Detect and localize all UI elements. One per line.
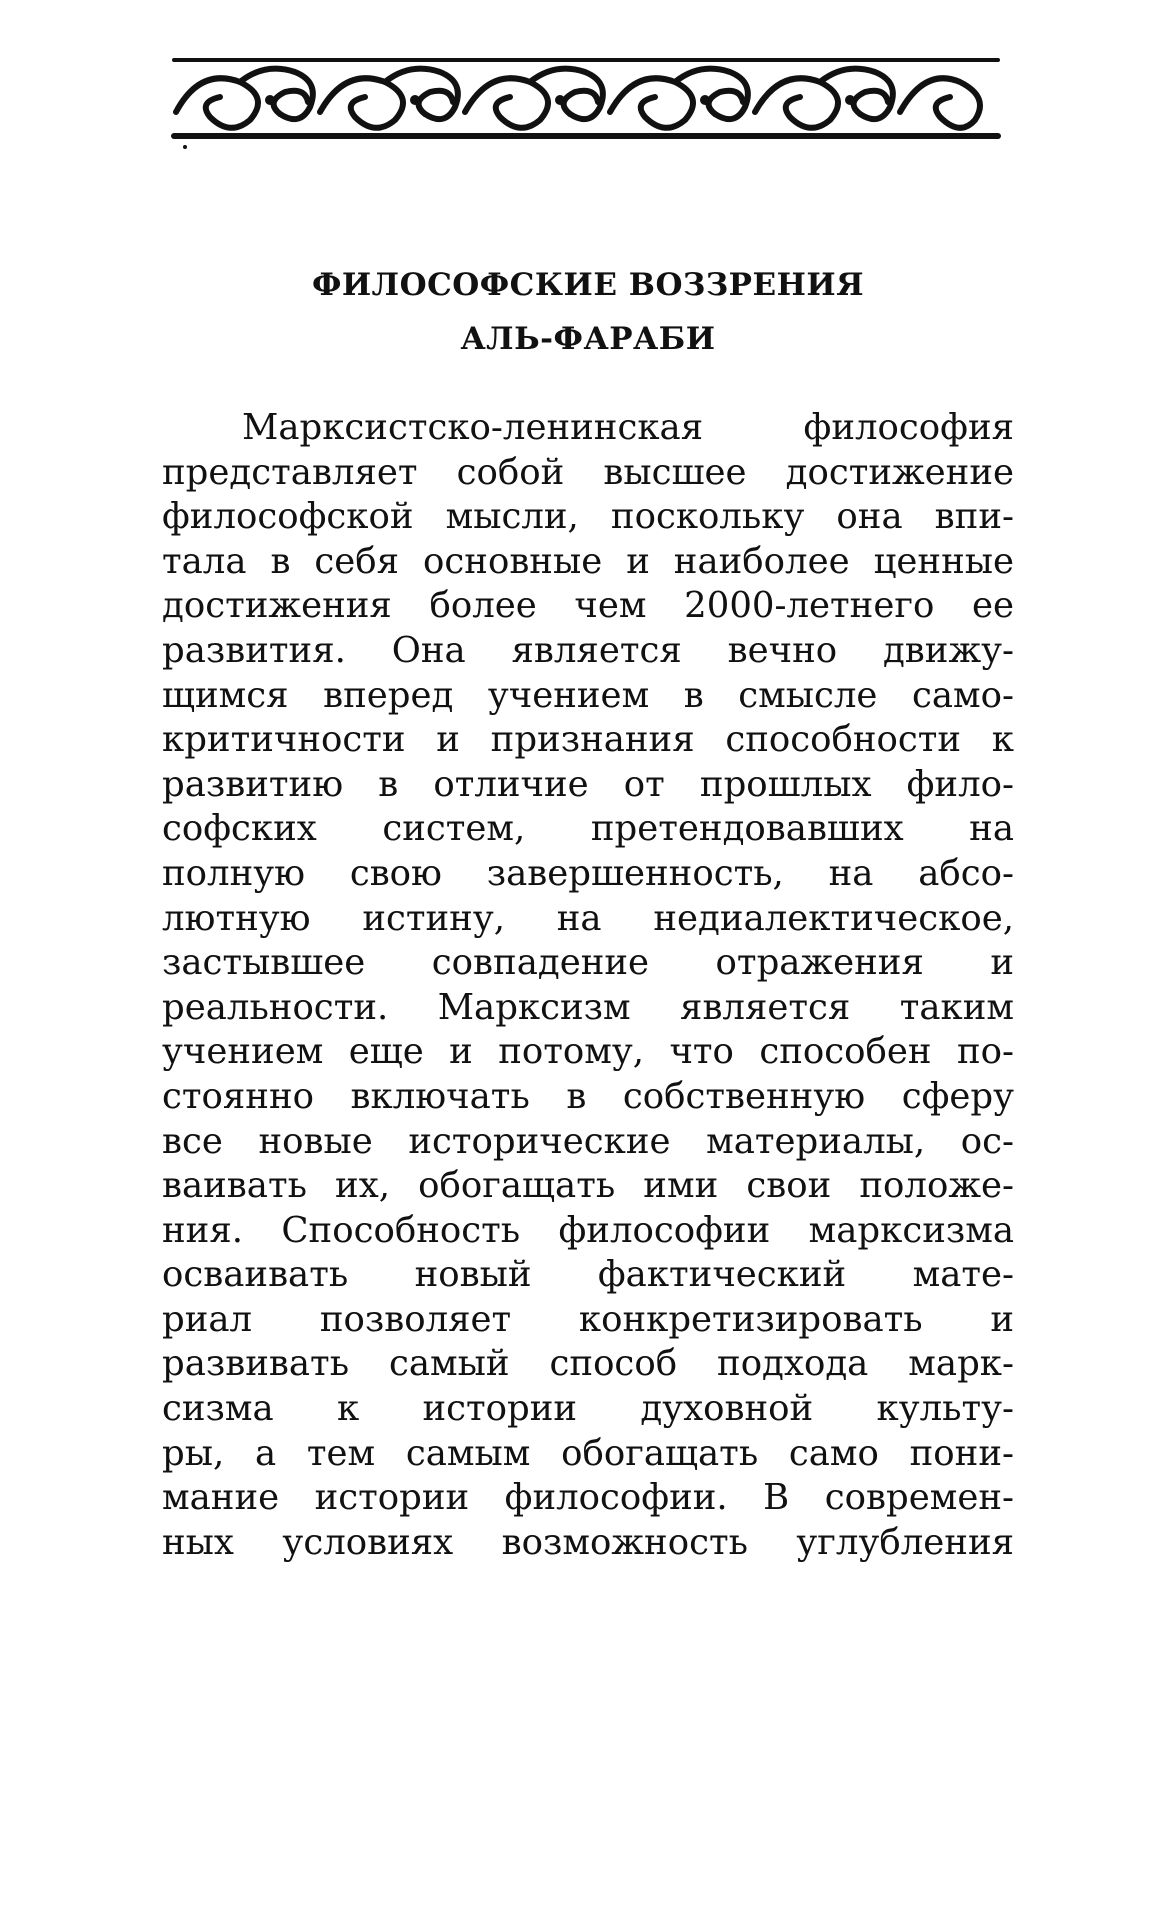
body-paragraph (162, 406, 1014, 1565)
text-line: Марксистско-ленинская философия (242, 407, 1014, 448)
text-line: критичности и признания способности к (162, 719, 1014, 761)
text-line: осваивать новый фактический мате- (162, 1254, 1014, 1296)
text-line: риал позволяет конкретизировать и (162, 1298, 1014, 1340)
floral-ornament-border-icon (170, 52, 1002, 142)
text-line: развивать самый способ подхода марк- (162, 1343, 1014, 1385)
chapter-title-line-2: АЛЬ-ФАРАБИ (460, 321, 716, 357)
chapter-title-line-1: ФИЛОСОФСКИЕ ВОЗЗРЕНИЯ (311, 267, 865, 303)
text-line: софских систем, претендовавших на (162, 808, 1014, 850)
text-line: мание истории философии. В современ- (162, 1477, 1014, 1519)
text-line: достижения более чем 2000-летнего ее (162, 585, 1014, 627)
chapter-title (160, 258, 1016, 366)
stray-dot (183, 145, 187, 149)
text-line: щимся вперед учением в смысле само- (162, 674, 1014, 716)
text-line: тала в себя основные и наиболее ценные (162, 540, 1014, 582)
text-line: стоянно включать в собственную сферу (162, 1075, 1014, 1117)
text-line: реальности. Марксизм является таким (162, 986, 1014, 1028)
text-line: ры, а тем самым обогащать само пони- (162, 1432, 1014, 1474)
text-line: развития. Она является вечно движу- (162, 629, 1014, 671)
text-line: ваивать их, обогащать ими свои положе- (162, 1165, 1014, 1207)
text-line: учением еще и потому, что способен по- (162, 1031, 1014, 1073)
text-line: полную свою завершенность, на абсо- (162, 852, 1014, 894)
text-line: ния. Способность философии марксизма (162, 1209, 1014, 1251)
text-line: сизма к истории духовной культу- (162, 1388, 1014, 1430)
text-line: ных условиях возможность углубления (162, 1521, 1014, 1563)
text-line: все новые исторические материалы, ос- (162, 1120, 1014, 1162)
text-line: представляет собой высшее достижение (162, 451, 1014, 493)
text-line: развитию в отличие от прошлых фило- (162, 763, 1014, 805)
text-line: застывшее совпадение отражения и (162, 942, 1014, 984)
text-line: философской мысли, поскольку она впи- (162, 496, 1014, 538)
text-line: лютную истину, на недиалектическое, (162, 897, 1014, 939)
